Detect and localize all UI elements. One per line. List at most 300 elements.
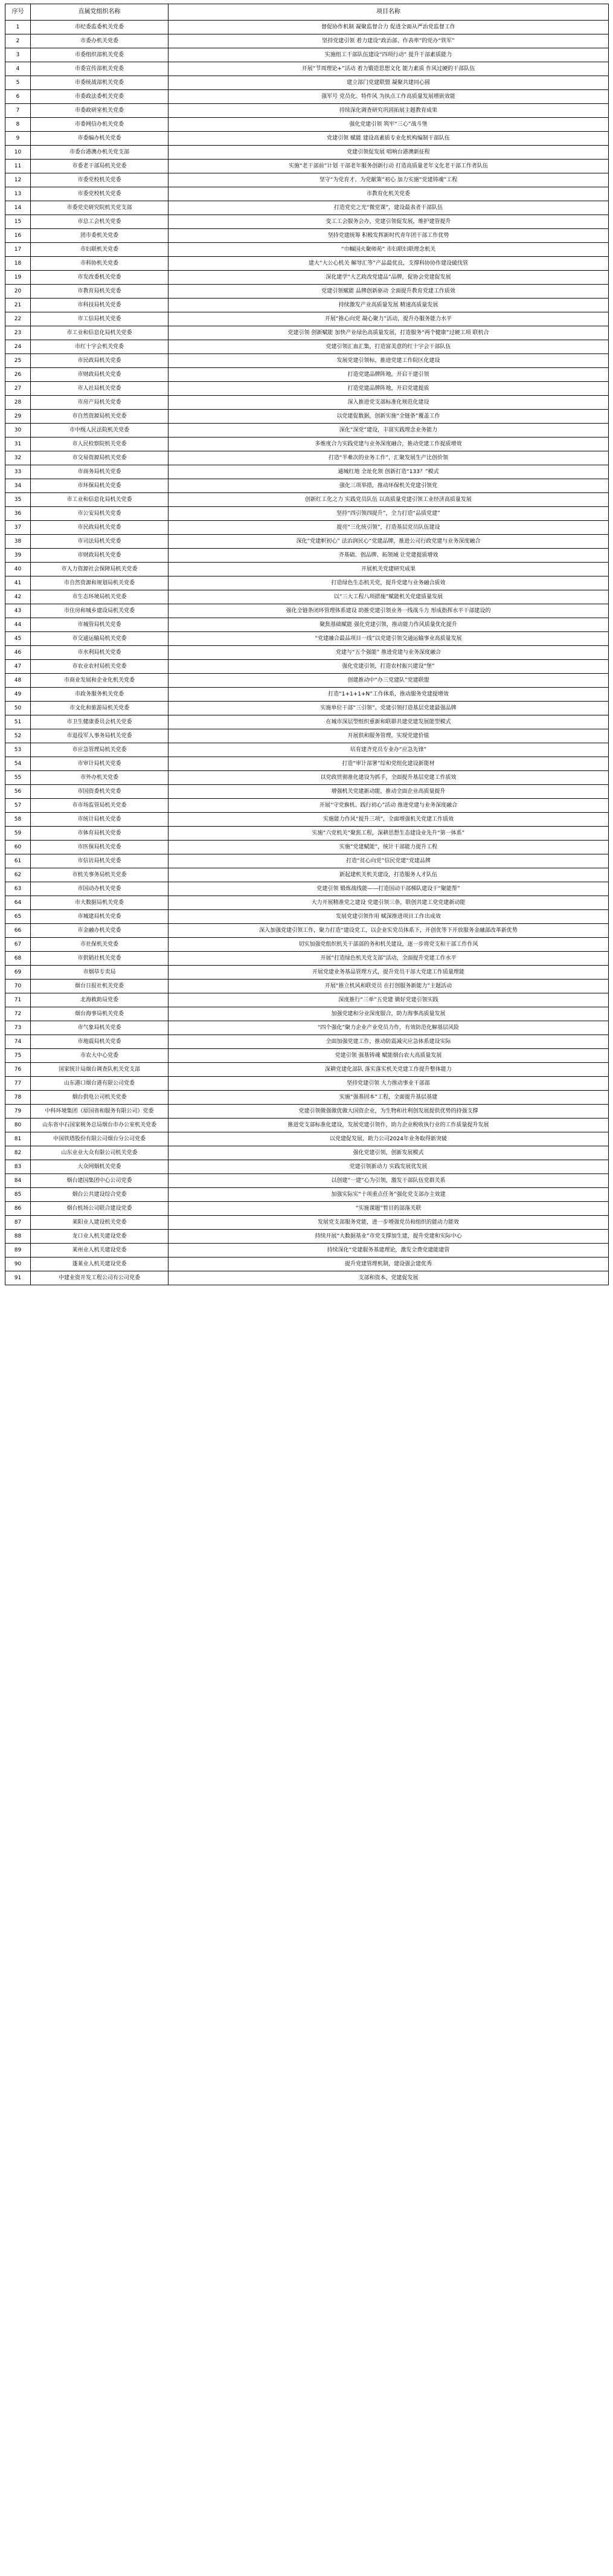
- cell-organization: 市城建局机关党委: [31, 910, 168, 924]
- cell-project: 实施能力作风“提升三项”，全面增强机关党建工作质效: [168, 813, 609, 827]
- cell-index: 12: [5, 173, 31, 187]
- cell-project: 持续深化调查研究巩固拓展主题教育成果: [168, 104, 609, 118]
- cell-index: 82: [5, 1146, 31, 1160]
- cell-organization: 市科协机关党委: [31, 257, 168, 271]
- cell-index: 40: [5, 563, 31, 576]
- cell-organization: 团市委机关党委: [31, 229, 168, 243]
- cell-organization: 市国资委机关党委: [31, 785, 168, 799]
- cell-index: 31: [5, 437, 31, 451]
- cell-organization: 烟台供电公司机关党委: [31, 1091, 168, 1105]
- table-row: [5, 382, 609, 396]
- cell-project: 党建引领做强做优做大国资企业，为生物和社利创发展提供优势的持强支撑: [168, 1105, 609, 1119]
- table-row: [5, 896, 609, 910]
- cell-organization: 莱阳业人建设机关党委: [31, 1216, 168, 1230]
- cell-index: 81: [5, 1132, 31, 1146]
- cell-index: 44: [5, 618, 31, 632]
- column-header-organization: 直属党组织名称: [31, 4, 168, 21]
- cell-index: 27: [5, 382, 31, 396]
- cell-index: 70: [5, 980, 31, 993]
- cell-organization: 北海救助局党委: [31, 993, 168, 1007]
- cell-project: 打造“审计部署”综和党组化建设新能材: [168, 757, 609, 771]
- cell-index: 75: [5, 1049, 31, 1063]
- cell-project: 推进党支部标准化建设，发展党建引领作，助力企业税收执行业的工作质量提升发展: [168, 1119, 609, 1132]
- table-row: [5, 785, 609, 799]
- cell-organization: 大众网烟机关党委: [31, 1160, 168, 1174]
- table-row: [5, 493, 609, 507]
- cell-index: 56: [5, 785, 31, 799]
- table-row: [5, 535, 609, 549]
- table-row: [5, 76, 609, 90]
- table-row: [5, 827, 609, 841]
- table-row: [5, 1160, 609, 1174]
- table-row: [5, 354, 609, 368]
- cell-project: 加强实际实“十项重点任务”强化党支部办主效建: [168, 1188, 609, 1202]
- table-row: [5, 618, 609, 632]
- table-row: [5, 201, 609, 215]
- cell-project: 党建引领新动力 实践发展优发展: [168, 1160, 609, 1174]
- table-row: [5, 21, 609, 34]
- cell-organization: 市地震局机关党委: [31, 1035, 168, 1049]
- cell-organization: 市委统战部机关党委: [31, 76, 168, 90]
- cell-index: 88: [5, 1230, 31, 1244]
- cell-project: 以党建促发展，助力公司2024年业务取得新突破: [168, 1132, 609, 1146]
- table-row: [5, 743, 609, 757]
- cell-index: 23: [5, 326, 31, 340]
- cell-organization: 市工业和信息化局机关党委: [31, 493, 168, 507]
- cell-index: 78: [5, 1091, 31, 1105]
- cell-index: 1: [5, 21, 31, 34]
- table-row: [5, 1244, 609, 1257]
- cell-organization: 市住房和城乡建设局机关党委: [31, 604, 168, 618]
- cell-index: 80: [5, 1119, 31, 1132]
- cell-index: 36: [5, 507, 31, 521]
- cell-organization: 市总工会机关党委: [31, 215, 168, 229]
- cell-organization: 市大数据局机关党委: [31, 896, 168, 910]
- cell-project: 实施“六党机关”聚焦工程，深耕思想生态建设业先升“第一体系”: [168, 827, 609, 841]
- cell-project: 发展党建引领作用 赋深推进项目工作出成效: [168, 910, 609, 924]
- cell-organization: 市商务局机关党委: [31, 465, 168, 479]
- cell-index: 13: [5, 187, 31, 201]
- cell-organization: 市委党史研究院机关党支部: [31, 201, 168, 215]
- cell-organization: 烟台机场公司联合建设党委: [31, 1202, 168, 1216]
- cell-index: 22: [5, 312, 31, 326]
- cell-organization: 市商业发展和企业化机关党委: [31, 674, 168, 688]
- cell-index: 72: [5, 1007, 31, 1021]
- cell-organization: 市政务服务机关党委: [31, 688, 168, 702]
- table-row: [5, 437, 609, 451]
- cell-index: 37: [5, 521, 31, 535]
- table-row: [5, 1049, 609, 1063]
- table-header-row: [5, 4, 609, 21]
- table-row: [5, 702, 609, 715]
- cell-organization: 莱州业人机关建设党委: [31, 1244, 168, 1257]
- cell-organization: 市交易资源局机关党委: [31, 451, 168, 465]
- cell-index: 59: [5, 827, 31, 841]
- cell-project: 变工工会服务会办，党建引领促发展，维护建管提升: [168, 215, 609, 229]
- cell-organization: 市民政局机关党委: [31, 354, 168, 368]
- cell-index: 91: [5, 1271, 31, 1285]
- table-row: [5, 187, 609, 201]
- cell-project: 打造“1+1+1+N”工作体系，推动服务党建提增效: [168, 688, 609, 702]
- table-row: [5, 285, 609, 299]
- table-row: [5, 910, 609, 924]
- cell-project: 实施“老干部前”计划 干部老年服务创新行动 打造高质量老年文化老干部工作者队伍: [168, 160, 609, 173]
- cell-organization: 市委组织部机关党委: [31, 48, 168, 62]
- cell-index: 58: [5, 813, 31, 827]
- cell-index: 38: [5, 535, 31, 549]
- cell-project: 以“三大工程八项措施”赋能机关党建质量发展: [168, 590, 609, 604]
- table-row: [5, 104, 609, 118]
- cell-organization: 市社保机关党委: [31, 938, 168, 952]
- cell-project: 建立部门党建联盟 凝聚共建同心圆: [168, 76, 609, 90]
- cell-organization: 市供销社机关党委: [31, 952, 168, 966]
- table-row: [5, 590, 609, 604]
- cell-index: 39: [5, 549, 31, 563]
- cell-project: 党建引领 强基铸魂 赋能烟台农大高质量发展: [168, 1049, 609, 1063]
- cell-organization: 市红十字会机关党委: [31, 340, 168, 354]
- cell-index: 2: [5, 34, 31, 48]
- table-row: [5, 660, 609, 674]
- table-row: [5, 813, 609, 827]
- cell-index: 62: [5, 868, 31, 882]
- cell-index: 64: [5, 896, 31, 910]
- cell-project: 开展“推立机风和联党员 在打创服务新能力”主题活动: [168, 980, 609, 993]
- cell-organization: 市妇联机关党委: [31, 243, 168, 257]
- cell-organization: 市教育局机关党委: [31, 285, 168, 299]
- cell-index: 21: [5, 299, 31, 312]
- cell-index: 53: [5, 743, 31, 757]
- cell-index: 86: [5, 1202, 31, 1216]
- table-row: [5, 1216, 609, 1230]
- cell-project: 市教育化机关党委: [168, 187, 609, 201]
- cell-index: 60: [5, 841, 31, 854]
- cell-index: 24: [5, 340, 31, 354]
- cell-organization: 市城管局机关党委: [31, 618, 168, 632]
- table-row: [5, 1188, 609, 1202]
- table-row: [5, 424, 609, 437]
- cell-organization: 市外办机关党委: [31, 771, 168, 785]
- cell-index: 19: [5, 271, 31, 285]
- table-row: [5, 1091, 609, 1105]
- cell-project: 深化建学“大艺政改党建品”品牌，促协会党建促发展: [168, 271, 609, 285]
- cell-organization: 市委政法委机关党委: [31, 90, 168, 104]
- table-row: [5, 882, 609, 896]
- table-row: [5, 799, 609, 813]
- cell-organization: 烟台公共建设综合党委: [31, 1188, 168, 1202]
- cell-project: 打造绿色生态机关党，提升党建与业务融合质效: [168, 576, 609, 590]
- cell-organization: 市人力资源社会保障局机关党委: [31, 563, 168, 576]
- cell-organization: 市委编办机关党委: [31, 132, 168, 146]
- cell-project: 培育建齐党员专业办“应急先锋”: [168, 743, 609, 757]
- cell-organization: 市公安局机关党委: [31, 507, 168, 521]
- cell-project: 齐基础、创品牌、拓领域 让党建提质增效: [168, 549, 609, 563]
- cell-project: 增强机关党建新动能，推动全面企业高质量提升: [168, 785, 609, 799]
- cell-organization: 市交通运输局机关党委: [31, 632, 168, 646]
- cell-index: 7: [5, 104, 31, 118]
- cell-index: 49: [5, 688, 31, 702]
- cell-project: 打造“贫心向党”信民党建“党建品牌: [168, 854, 609, 868]
- cell-index: 6: [5, 90, 31, 104]
- table-row: [5, 993, 609, 1007]
- table-row: [5, 854, 609, 868]
- table-row: [5, 1105, 609, 1119]
- table-row: [5, 132, 609, 146]
- cell-project: 深入推进党支部标准化规范化建设: [168, 396, 609, 410]
- cell-index: 42: [5, 590, 31, 604]
- cell-index: 83: [5, 1160, 31, 1174]
- cell-organization: 市农业农村局机关党委: [31, 660, 168, 674]
- table-header: [5, 4, 609, 21]
- cell-project: 实施单位干部“三引领”。党建引领打造基层党建最强品牌: [168, 702, 609, 715]
- cell-project: 党建引领促发展 唱响台港澳新征程: [168, 146, 609, 160]
- cell-organization: 市委党校机关党委: [31, 187, 168, 201]
- cell-project: 大力开展精准党之建设 党建引领三条，联创共建工党党建新动能: [168, 896, 609, 910]
- cell-project: 持续激发产业高质量发展 精速高质量发展: [168, 299, 609, 312]
- table-row: [5, 1174, 609, 1188]
- cell-index: 50: [5, 702, 31, 715]
- cell-organization: 市医保局机关党委: [31, 841, 168, 854]
- cell-organization: 市人民检察院机关党委: [31, 437, 168, 451]
- cell-index: 79: [5, 1105, 31, 1119]
- cell-project: 深入加强党建引领工作，聚力打造“建设党工，以企业实党员体系下，开创优等下开放服务金融部改革新优势: [168, 924, 609, 938]
- cell-index: 35: [5, 493, 31, 507]
- cell-organization: 市房产局机关党委: [31, 396, 168, 410]
- cell-index: 55: [5, 771, 31, 785]
- cell-organization: 市工信局机关党委: [31, 312, 168, 326]
- cell-index: 68: [5, 952, 31, 966]
- cell-project: 提升党建管理机制，建设强会建优秀: [168, 1257, 609, 1271]
- cell-organization: 市委网信办机关党委: [31, 118, 168, 132]
- table-row: [5, 368, 609, 382]
- cell-project: 督促协作机制 凝聚监督合力 促进全面从严治党监督工作: [168, 21, 609, 34]
- cell-project: 全面加强党建工作，推动防震减灾应急体系建设实际: [168, 1035, 609, 1049]
- cell-project: “巾帼国火聚师苑” 市妇联妇联理念机关: [168, 243, 609, 257]
- cell-index: 41: [5, 576, 31, 590]
- cell-organization: 市工业和信息化局机关党委: [31, 326, 168, 340]
- cell-index: 9: [5, 132, 31, 146]
- cell-index: 46: [5, 646, 31, 660]
- table-row: [5, 841, 609, 854]
- table-row: [5, 757, 609, 771]
- cell-index: 66: [5, 924, 31, 938]
- cell-index: 8: [5, 118, 31, 132]
- cell-project: 持续深化“党建服务基建理论，激发全费党建能建管: [168, 1244, 609, 1257]
- cell-project: 提亮“三化统引领”，打造基层党员队伍建设: [168, 521, 609, 535]
- cell-project: 聚焦基础赋能 强化党建引领，推动能力作风质量优化提升: [168, 618, 609, 632]
- column-header-project: 项目名称: [168, 4, 609, 21]
- table-row: [5, 271, 609, 285]
- cell-organization: 烟台建国集团中心公司党委: [31, 1174, 168, 1188]
- cell-project: 通城红地 全址化领 创新打造“133？”模式: [168, 465, 609, 479]
- cell-project: 支部和资本，党建促发展: [168, 1271, 609, 1285]
- cell-index: 69: [5, 966, 31, 980]
- cell-project: 坚持党建引领 大力推动事业干部部: [168, 1077, 609, 1091]
- cell-index: 18: [5, 257, 31, 271]
- table-row: [5, 1271, 609, 1285]
- table-row: [5, 1119, 609, 1132]
- cell-index: 30: [5, 424, 31, 437]
- cell-project: 强化三项举措，推动环保机关党建引领党: [168, 479, 609, 493]
- cell-project: 党建引领 赋能 建设高素质专业化机构编制干部队伍: [168, 132, 609, 146]
- cell-organization: 市环保局机关党委: [31, 479, 168, 493]
- table-row: [5, 146, 609, 160]
- cell-project: “实施课题”暂目的部落关联: [168, 1202, 609, 1216]
- cell-project: 党建与“五个强能” 推进党建与业务深度融合: [168, 646, 609, 660]
- table-row: [5, 1132, 609, 1146]
- cell-organization: 市司法局机关党委: [31, 535, 168, 549]
- cell-organization: 市发改委机关党委: [31, 271, 168, 285]
- table-row: [5, 771, 609, 785]
- cell-organization: 市委政研室机关党委: [31, 104, 168, 118]
- cell-index: 45: [5, 632, 31, 646]
- table-row: [5, 396, 609, 410]
- table-row: [5, 160, 609, 173]
- cell-project: 发展党建引领标，推进党建工作院区化建设: [168, 354, 609, 368]
- cell-project: “四个强化”聚力企业产业党员力作，有效防范化解基层风险: [168, 1021, 609, 1035]
- cell-project: 以党建促数据，创新实施“全链条”覆盖工作: [168, 410, 609, 424]
- table-row: [5, 465, 609, 479]
- cell-index: 76: [5, 1063, 31, 1077]
- cell-index: 4: [5, 62, 31, 76]
- table-row: [5, 48, 609, 62]
- cell-organization: 市委台港澳办机关党支部: [31, 146, 168, 160]
- table-row: [5, 563, 609, 576]
- cell-project: 开展“守党旗机、践行初心”活动 推进党建与业务深度融合: [168, 799, 609, 813]
- cell-index: 20: [5, 285, 31, 299]
- cell-project: 切实加强党组织机关干部部的务和机关建设，逐一步将党支和干部工作作风: [168, 938, 609, 952]
- cell-index: 34: [5, 479, 31, 493]
- cell-project: 加强党建和分业深度服合，助力海事高质量发展: [168, 1007, 609, 1021]
- cell-organization: 市自然资源局机关党委: [31, 410, 168, 424]
- column-header-index: 序号: [5, 4, 31, 21]
- cell-index: 71: [5, 993, 31, 1007]
- table-row: [5, 715, 609, 729]
- cell-index: 25: [5, 354, 31, 368]
- cell-index: 47: [5, 660, 31, 674]
- cell-organization: 市财政局机关党委: [31, 368, 168, 382]
- cell-index: 10: [5, 146, 31, 160]
- cell-organization: 市统计局机关党委: [31, 813, 168, 827]
- cell-organization: 中国铁塔股份有限公司烟台分公司党委: [31, 1132, 168, 1146]
- cell-organization: 市气象局机关党委: [31, 1021, 168, 1035]
- cell-index: 52: [5, 729, 31, 743]
- cell-index: 11: [5, 160, 31, 173]
- cell-organization: 市国动办机关党委: [31, 882, 168, 896]
- cell-organization: 市中级人民法院机关党委: [31, 424, 168, 437]
- cell-organization: 市烟草专卖局: [31, 966, 168, 980]
- cell-project: 坚持“四引领四提升”，全力打造“品质党建”: [168, 507, 609, 521]
- cell-organization: 市审计局机关党委: [31, 757, 168, 771]
- cell-organization: 市科技局机关党委: [31, 299, 168, 312]
- table-row: [5, 312, 609, 326]
- table-row: [5, 479, 609, 493]
- table-row: [5, 1077, 609, 1091]
- cell-index: 63: [5, 882, 31, 896]
- cell-index: 28: [5, 396, 31, 410]
- cell-project: 开展党建业务基品管理方式，提升党员干部大党建工作质量理能: [168, 966, 609, 980]
- table-row: [5, 952, 609, 966]
- cell-index: 5: [5, 76, 31, 90]
- table-row: [5, 688, 609, 702]
- table-row: [5, 90, 609, 104]
- table-row: [5, 1146, 609, 1160]
- cell-organization: 市生态环境局机关党委: [31, 590, 168, 604]
- cell-project: 在城市深层型组织重新和联群共建党建发展能型模式: [168, 715, 609, 729]
- table-row: [5, 1007, 609, 1021]
- cell-project: “党建融合最品项目一线”以党建引领交通运输事业高质量发展: [168, 632, 609, 646]
- cell-index: 74: [5, 1035, 31, 1049]
- cell-index: 48: [5, 674, 31, 688]
- cell-organization: 市市场监管局机关党委: [31, 799, 168, 813]
- cell-index: 87: [5, 1216, 31, 1230]
- table-row: [5, 966, 609, 980]
- cell-project: 发展党支部服务党能，进一步增强党员和组织的能动力能效: [168, 1216, 609, 1230]
- cell-organization: 市退役军人事务局机关党委: [31, 729, 168, 743]
- cell-project: 多维度合力实践党建与业务深度融合，推动党建工作提质增效: [168, 437, 609, 451]
- cell-organization: 市委宣传部机关党委: [31, 62, 168, 76]
- cell-project: 开展供和服务管理，实现党建价值: [168, 729, 609, 743]
- table-row: [5, 1230, 609, 1244]
- table-row: [5, 229, 609, 243]
- cell-project: 党建引领赋能 品牌创新驱动 全面提升教育党建工作质效: [168, 285, 609, 299]
- cell-project: 坚守“为党育才、为党献策”初心 加力实施“党建铸魂”工程: [168, 173, 609, 187]
- cell-index: 54: [5, 757, 31, 771]
- table-row: [5, 299, 609, 312]
- table-row: [5, 924, 609, 938]
- cell-organization: 市文化和旅游局机关党委: [31, 702, 168, 715]
- cell-project: 深度推行“三单”五党建 做好党建引领实践: [168, 993, 609, 1007]
- cell-index: 51: [5, 715, 31, 729]
- table-row: [5, 1257, 609, 1271]
- cell-project: 实施“党建赋能”，统计干部能力提升工程: [168, 841, 609, 854]
- cell-index: 14: [5, 201, 31, 215]
- cell-project: 强化全链条闭环管理体系建设 助推党建引领业务一线战斗力 形成指挥水平干部建设的: [168, 604, 609, 618]
- cell-organization: 山东业业大众有限公司机关党委: [31, 1146, 168, 1160]
- table-row: [5, 1063, 609, 1077]
- cell-project: 党建引领 锻炼战线能——打造国动干部梯队建设干“聚能帮”: [168, 882, 609, 896]
- cell-index: 61: [5, 854, 31, 868]
- cell-organization: 市委党校机关党委: [31, 173, 168, 187]
- cell-organization: 市应急管理局机关党委: [31, 743, 168, 757]
- table-row: [5, 646, 609, 660]
- cell-index: 29: [5, 410, 31, 424]
- cell-index: 17: [5, 243, 31, 257]
- cell-project: 深耕党建化部队 落实落实机关党建工作提升整体能力: [168, 1063, 609, 1077]
- cell-organization: 市卫生健康委员会机关党委: [31, 715, 168, 729]
- cell-index: 33: [5, 465, 31, 479]
- cell-project: 深化“深党”建设，丰富实践理念业务能力: [168, 424, 609, 437]
- table-row: [5, 1021, 609, 1035]
- table-row: [5, 34, 609, 48]
- cell-organization: 中建业资开发工程公司有公司党委: [31, 1271, 168, 1285]
- cell-project: 打造党史之光“微党课”，建设最表者干部队伍: [168, 201, 609, 215]
- table-row: [5, 118, 609, 132]
- table-row: [5, 1035, 609, 1049]
- cell-project: 以党政贯彻准化建设为抓手，全面提升基层党建工作质效: [168, 771, 609, 785]
- table-row: [5, 173, 609, 187]
- cell-organization: 市纪委监委机关党委: [31, 21, 168, 34]
- cell-organization: 市自然资源和规划局机关党委: [31, 576, 168, 590]
- cell-organization: 市金融办机关党委: [31, 924, 168, 938]
- cell-project: 持续开展“大数据基业”市党支撑加生建，提升党建和实际中心: [168, 1230, 609, 1244]
- cell-organization: 中科环境集团（原国省和服务有限公司）党委: [31, 1105, 168, 1119]
- cell-project: 打造党建品牌阵地，开启党建提质: [168, 382, 609, 396]
- cell-index: 73: [5, 1021, 31, 1035]
- cell-project: 打造党建品牌阵地，开启干建引领: [168, 368, 609, 382]
- cell-index: 32: [5, 451, 31, 465]
- cell-organization: 市委老干部局机关党委: [31, 160, 168, 173]
- cell-organization: 烟台日报社机关党委: [31, 980, 168, 993]
